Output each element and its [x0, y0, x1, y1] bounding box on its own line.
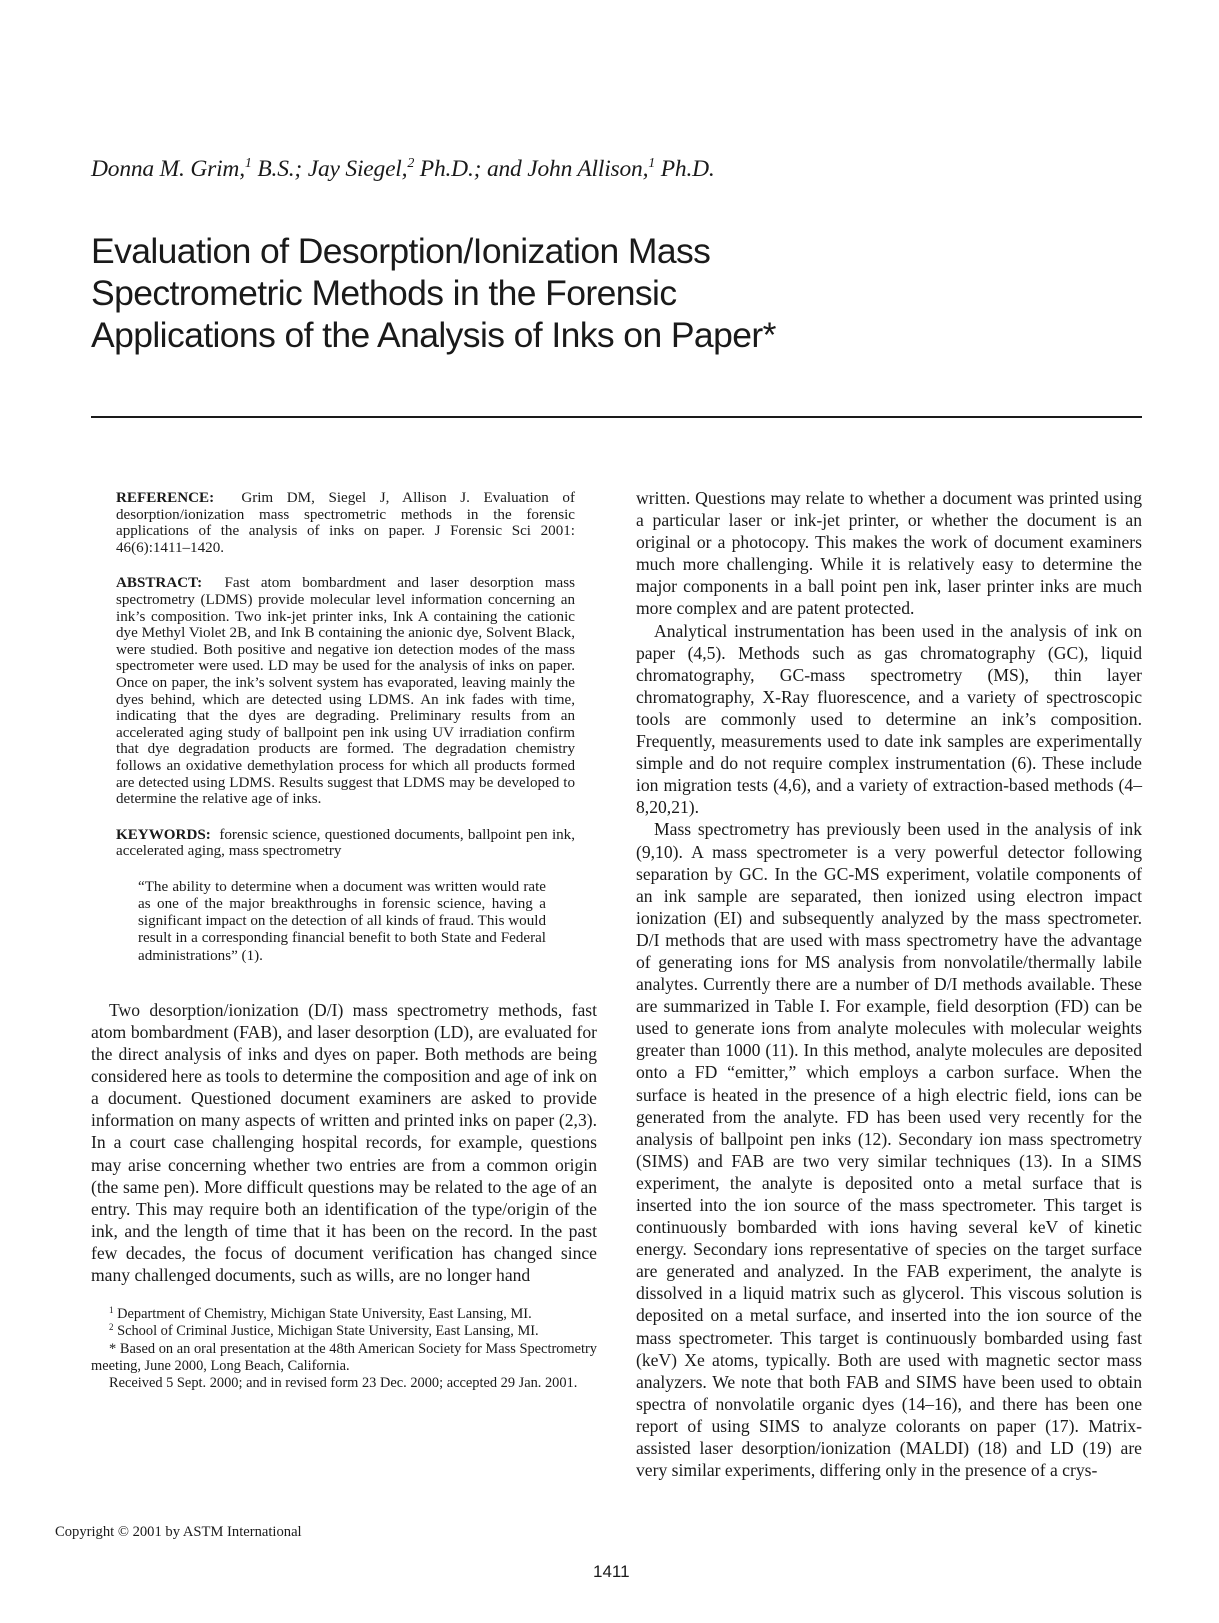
author-name: Jay Siegel, [302, 156, 408, 182]
body-paragraph: Two desorption/ionization (D/I) mass spectrometry methods, fast atom bombardment (FAB), and laser desorption (LD), are evaluated for the direct analysis of inks and dyes on paper. Both methods are being considered here as tools to determine the composition and age of ink on a document. Questioned document examiners are asked to provide information on many aspects of written and printed inks on paper (2,3). In a court case challenging hospital records, for example, questions may arise concerning whether two entries are from a common origin (the same pen). More difficult questions may be related to the age of an entry. This may require both an identification of the type/origin of the ink, and the length of time that it has been on the record. In the past few decades, the focus of document verification has changed since many challenged documents, such as wills, are no longer hand [91, 999, 597, 1286]
title-divider [91, 416, 1142, 418]
body-text-left [91, 999, 597, 1286]
page-number: 1411 [593, 1562, 630, 1581]
abstract-label: ABSTRACT: [116, 575, 203, 592]
body-paragraph: written. Questions may relate to whether a document was printed using a particular laser or ink-jet printer, or whether the document is an original or a photocopy. This makes the work of document examiners much more challenging. While it is relatively easy to determine the major components in a ball point pen ink, laser printer inks are much more complex and are patent protected. [636, 488, 1142, 619]
footnote [91, 1341, 597, 1375]
copyright-notice: Copyright © 2001 by ASTM International [55, 1524, 302, 1540]
footnote-mark: 1 [109, 1305, 114, 1316]
abstract-block [116, 575, 575, 807]
footnote [91, 1323, 597, 1340]
footnote [91, 1375, 597, 1392]
body-paragraph: Analytical instrumentation has been used in the analysis of ink on paper (4,5). Methods such as gas chromatography (GC), liquid chromatography, GC-mass spectrometry (MS), thin layer chromatography, X-Ray fluorescence, and a variety of spectroscopic tools are commonly used to determine an ink’s composition. Frequently, measurements used to date ink samples are experimentally simple and do not require complex instrumentation (6). These include ion migration tests (4,6), and a variety of extraction-based methods (4–8,20,21). [636, 620, 1142, 818]
author-degree: Ph.D. [655, 156, 715, 182]
author-degree: B.S.; [251, 156, 303, 182]
front-matter [116, 490, 575, 860]
abstract-text: Fast atom bombardment and laser desorption mass spectrometry (LDMS) provide molecular level information concerning an ink’s composition. Two ink-jet printer inks, Ink A containing the cationic dye Methyl Violet 2B, and Ink B containing the anionic dye, Solvent Black, were studied. Both positive and negative ion detection modes of the mass spectrometer were used. LD may be used for the analysis of inks on paper. Once on paper, the ink’s solvent system has evaporated, leaving mainly the dyes behind, which are detected using LDMS. An ink fades with time, indicating that the dyes are degrading. Preliminary results from an accelerated aging study of ballpoint pen ink using UV irradiation confirm that dye degradation products are formed. The degradation chemistry follows an oxidative demethylation process for which all products formed are detected using LDMS. Results suggest that LDMS may be developed to determine the relative age of inks. [116, 575, 576, 808]
affiliation-mark: 2 [407, 156, 415, 171]
author-name: and John Allison, [481, 156, 649, 182]
article-title [91, 230, 991, 356]
keywords-block [116, 827, 575, 860]
keywords-text: forensic science, questioned documents, ballpoint pen ink, accelerated aging, mass spectrometry [116, 826, 576, 860]
title-line: Spectrometric Methods in the Forensic [91, 273, 677, 313]
author-degree: Ph.D.; [414, 156, 482, 182]
author-name: Donna M. Grim, [91, 156, 245, 182]
footnote [91, 1306, 597, 1323]
affiliation-mark: 1 [244, 156, 252, 171]
footnote-text: School of Criminal Justice, Michigan State University, East Lansing, MI. [113, 1323, 539, 1340]
title-line: Applications of the Analysis of Inks on Paper* [91, 315, 776, 355]
footnote-text: Department of Chemistry, Michigan State University, East Lansing, MI. [113, 1306, 532, 1323]
reference-label: REFERENCE: [116, 490, 215, 506]
body-text-right [636, 487, 1142, 1481]
left-column [91, 490, 597, 1392]
body-paragraph: Mass spectrometry has previously been used in the analysis of ink (9,10). A mass spectrometer is a very powerful detector following separation by GC. In the GC-MS experiment, volatile components of an ink sample are separated, then ionized using electron impact ionization (EI) and subsequently analyzed by the mass spectrometer. D/I methods that are used with mass spectrometry have the advantage of generating ions for MS analysis from nonvolatile/thermally labile analytes. Currently there are a number of D/I methods available. These are summarized in Table I. For example, field desorption (FD) can be used to generate ions from analyte molecules with molecular weights greater than 1000 (11). In this method, analyte molecules are deposited onto a FD “emitter,” which employs a carbon surface. When the surface is heated in the presence of a high electric field, ions can be generated from the analyte. FD has been used very recently for the analysis of ballpoint pen inks (12). Secondary ion mass spectrometry (SIMS) and FAB are two very similar techniques (13). In a SIMS experiment, the analyte is deposited onto a metal surface that is inserted into the ion source of the mass spectrometer. This target is continuously bombarded with ions having several keV of kinetic energy. Secondary ions representative of species on the target surface are generated and analyzed. In the FAB experiment, the analyte is dissolved in a liquid matrix such as glycerol. This viscous solution is deposited on a metal surface, and inserted into the ion source of the mass spectrometer. This target is continuously bombarded using fast (keV) Xe atoms, typically. Both are used with magnetic sector mass analyzers. We note that both FAB and SIMS have been used to obtain spectra of nonvolatile organic dyes (14–16), and there has been one report of using SIMS to analyze colorants on paper (17). Matrix-assisted laser desorption/ionization (MALDI) (18) and LD (19) are very similar experiments, differing only in the presence of a crys- [636, 819, 1142, 1481]
reference-block [116, 490, 575, 556]
right-column [636, 487, 1142, 1481]
reference-text: Grim DM, Siegel J, Allison J. Evaluation of desorption/ionization mass spectrometric methods in the forensic applications of the analysis of inks on paper. J Forensic Sci 2001: 46(6):1411–1420. [116, 490, 576, 556]
footnote-mark: 2 [109, 1322, 114, 1333]
author-line [91, 156, 715, 183]
footnote-text: * Based on an oral presentation at the 48th American Society for Mass Spectrometry meeting, June 2000, Long Beach, California. [91, 1340, 597, 1374]
keywords-label: KEYWORDS: [116, 826, 211, 843]
footnotes [91, 1306, 597, 1392]
footnote-text: Received 5 Sept. 2000; and in revised form 23 Dec. 2000; accepted 29 Jan. 2001. [109, 1374, 578, 1391]
title-line: Evaluation of Desorption/Ionization Mass [91, 231, 711, 271]
affiliation-mark: 1 [648, 156, 656, 171]
epigraph-quote: “The ability to determine when a document was written would rate as one of the major breakthroughs in forensic science, having a significant impact on the detection of all kinds of fraud. This would result in a corresponding financial benefit to both State and Federal administrations” (1). [138, 878, 547, 964]
